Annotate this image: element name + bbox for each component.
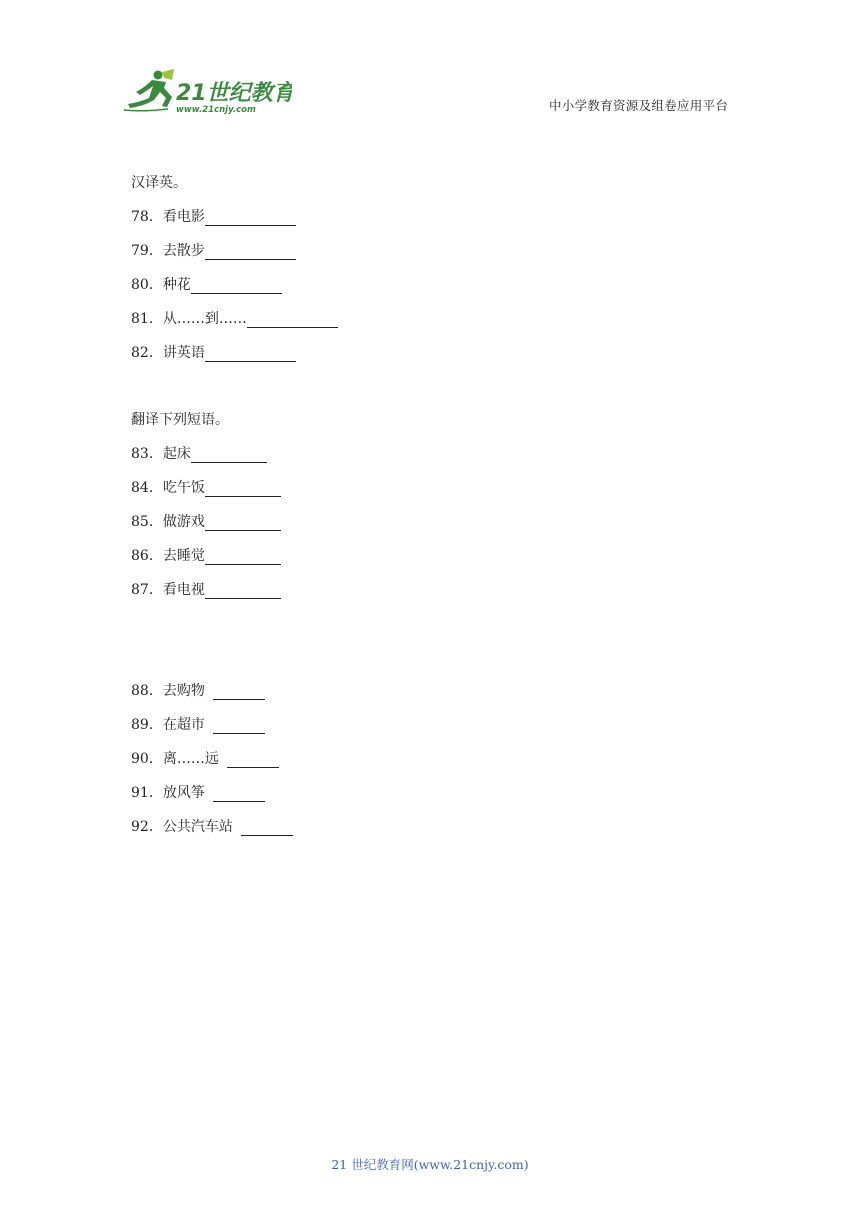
question-text: 看电影 (162, 209, 205, 225)
question-item (131, 816, 293, 836)
question-item (131, 206, 296, 226)
question-text: 从……到…… (162, 311, 247, 327)
answer-blank[interactable] (191, 279, 282, 294)
question-text: 去睡觉 (162, 548, 205, 564)
logo-graphic (122, 68, 292, 116)
question-number: 81． (131, 311, 163, 327)
question-item (131, 274, 282, 294)
logo-text: 21世纪教育 (176, 81, 292, 106)
question-text: 看电视 (162, 582, 205, 598)
answer-blank[interactable] (241, 821, 293, 836)
answer-blank[interactable] (205, 482, 281, 497)
question-number: 87． (131, 582, 163, 598)
answer-blank[interactable] (205, 245, 296, 260)
site-logo (122, 68, 292, 116)
section-title-2: 翻译下列短语。 (131, 412, 229, 428)
logo-figure-head (154, 71, 163, 80)
answer-blank[interactable] (205, 211, 296, 226)
question-item (131, 714, 265, 734)
question-number: 83． (131, 446, 163, 462)
answer-blank[interactable] (205, 584, 281, 599)
section-title-1: 汉译英。 (131, 175, 187, 191)
question-text: 去购物 (162, 683, 205, 699)
question-number: 86． (131, 548, 163, 564)
question-number: 89． (131, 717, 163, 733)
question-text: 做游戏 (162, 514, 205, 530)
question-number: 79． (131, 243, 163, 259)
question-text: 放风筝 (162, 785, 205, 801)
page-footer[interactable]: 21 世纪教育网(www.21cnjy.com) (331, 1157, 529, 1172)
question-item (131, 680, 265, 700)
question-item (131, 240, 296, 260)
question-item (131, 308, 338, 328)
answer-blank[interactable] (205, 550, 281, 565)
question-number: 88． (131, 683, 163, 699)
question-number: 85． (131, 514, 163, 530)
question-text: 讲英语 (162, 345, 205, 361)
answer-blank[interactable] (213, 787, 265, 802)
question-number: 80． (131, 277, 163, 293)
question-item (131, 477, 281, 497)
question-number: 90． (131, 751, 163, 767)
question-text: 起床 (162, 446, 191, 462)
logo-url: www.21cnjy.com (176, 105, 256, 115)
question-item (131, 579, 281, 599)
answer-blank[interactable] (213, 719, 265, 734)
question-number: 92． (131, 819, 163, 835)
question-number: 84． (131, 480, 163, 496)
question-text: 离……远 (162, 751, 219, 767)
question-item (131, 511, 281, 531)
question-item (131, 342, 296, 362)
logo-figure-body (128, 80, 172, 108)
answer-blank[interactable] (191, 448, 267, 463)
answer-blank[interactable] (205, 516, 281, 531)
question-text: 吃午饭 (162, 480, 205, 496)
question-text: 在超市 (162, 717, 205, 733)
question-item (131, 782, 265, 802)
answer-blank[interactable] (227, 753, 279, 768)
answer-blank[interactable] (247, 313, 338, 328)
question-item (131, 748, 279, 768)
question-item (131, 443, 267, 463)
question-number: 78． (131, 209, 163, 225)
question-text: 去散步 (162, 243, 205, 259)
question-text: 公共汽车站 (162, 819, 233, 835)
answer-blank[interactable] (205, 347, 296, 362)
question-item (131, 545, 281, 565)
answer-blank[interactable] (213, 685, 265, 700)
question-number: 82． (131, 345, 163, 361)
platform-name: 中小学教育资源及组卷应用平台 (549, 98, 729, 113)
logo-flag (162, 69, 174, 80)
question-number: 91． (131, 785, 163, 801)
question-text: 种花 (162, 277, 191, 293)
